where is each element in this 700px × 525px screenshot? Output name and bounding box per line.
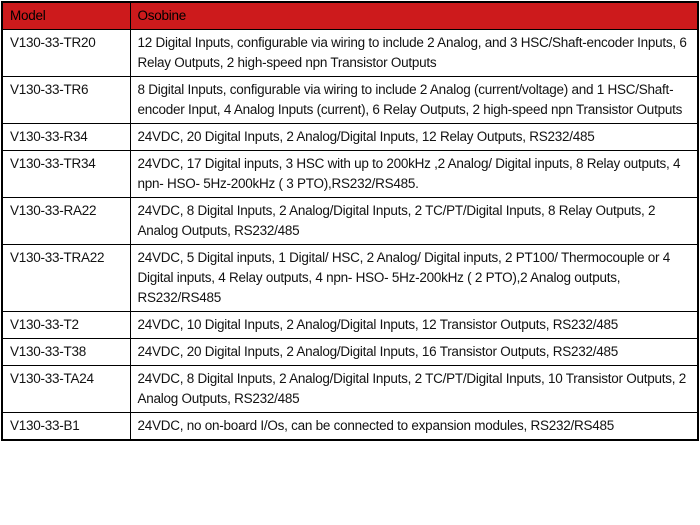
table-row bbox=[2, 312, 698, 339]
osobine-cell: 24VDC, 10 Digital Inputs, 2 Analog/Digital Inputs, 12 Transistor Outputs, RS232/485 bbox=[130, 312, 698, 339]
table-row bbox=[2, 245, 698, 312]
table-row bbox=[2, 151, 698, 198]
table-row bbox=[2, 198, 698, 245]
osobine-cell: 24VDC, 17 Digital inputs, 3 HSC with up to 200kHz ,2 Analog/ Digital inputs, 8 Relay outputs, 4 npn- HSO- 5Hz-200kHz ( 3 PTO),RS232/RS485. bbox=[130, 151, 698, 198]
osobine-cell: 24VDC, 5 Digital inputs, 1 Digital/ HSC, 2 Analog/ Digital inputs, 2 PT100/ Thermocouple or 4 Digital inputs, 4 Relay outputs, 4 npn- HSO- 5Hz-200kHz ( 2 PTO),2 Analog outputs, RS232/RS485 bbox=[130, 245, 698, 312]
column-header-osobine: Osobine bbox=[130, 2, 698, 30]
table-row bbox=[2, 30, 698, 77]
model-cell: V130-33-RA22 bbox=[2, 198, 130, 245]
osobine-cell: 24VDC, 8 Digital Inputs, 2 Analog/Digital Inputs, 2 TC/PT/Digital Inputs, 8 Relay Outputs, 2 Analog Outputs, RS232/485 bbox=[130, 198, 698, 245]
table-body bbox=[2, 30, 698, 441]
osobine-cell: 24VDC, 20 Digital Inputs, 2 Analog/Digital Inputs, 12 Relay Outputs, RS232/485 bbox=[130, 124, 698, 151]
osobine-cell: 8 Digital Inputs, configurable via wiring to include 2 Analog (current/voltage) and 1 HSC/Shaft-encoder Input, 4 Analog Inputs (current), 6 Relay Outputs, 2 high-speed npn Transistor Outputs bbox=[130, 77, 698, 124]
models-spec-table bbox=[1, 1, 699, 441]
table-row bbox=[2, 366, 698, 413]
table-row bbox=[2, 124, 698, 151]
model-cell: V130-33-R34 bbox=[2, 124, 130, 151]
model-cell: V130-33-B1 bbox=[2, 413, 130, 441]
model-cell: V130-33-TR34 bbox=[2, 151, 130, 198]
model-cell: V130-33-TA24 bbox=[2, 366, 130, 413]
column-header-model: Model bbox=[2, 2, 130, 30]
table-row bbox=[2, 339, 698, 366]
osobine-cell: 12 Digital Inputs, configurable via wiring to include 2 Analog, and 3 HSC/Shaft-encoder Inputs, 6 Relay Outputs, 2 high-speed npn Transistor Outputs bbox=[130, 30, 698, 77]
osobine-cell: 24VDC, 8 Digital Inputs, 2 Analog/Digital Inputs, 2 TC/PT/Digital Inputs, 10 Transistor Outputs, 2 Analog Outputs, RS232/485 bbox=[130, 366, 698, 413]
osobine-cell: 24VDC, 20 Digital Inputs, 2 Analog/Digital Inputs, 16 Transistor Outputs, RS232/485 bbox=[130, 339, 698, 366]
model-cell: V130-33-T38 bbox=[2, 339, 130, 366]
model-cell: V130-33-TR20 bbox=[2, 30, 130, 77]
model-cell: V130-33-TRA22 bbox=[2, 245, 130, 312]
model-cell: V130-33-TR6 bbox=[2, 77, 130, 124]
osobine-cell: 24VDC, no on-board I/Os, can be connected to expansion modules, RS232/RS485 bbox=[130, 413, 698, 441]
table-row bbox=[2, 77, 698, 124]
table-row bbox=[2, 413, 698, 441]
model-cell: V130-33-T2 bbox=[2, 312, 130, 339]
header-row bbox=[2, 2, 698, 30]
